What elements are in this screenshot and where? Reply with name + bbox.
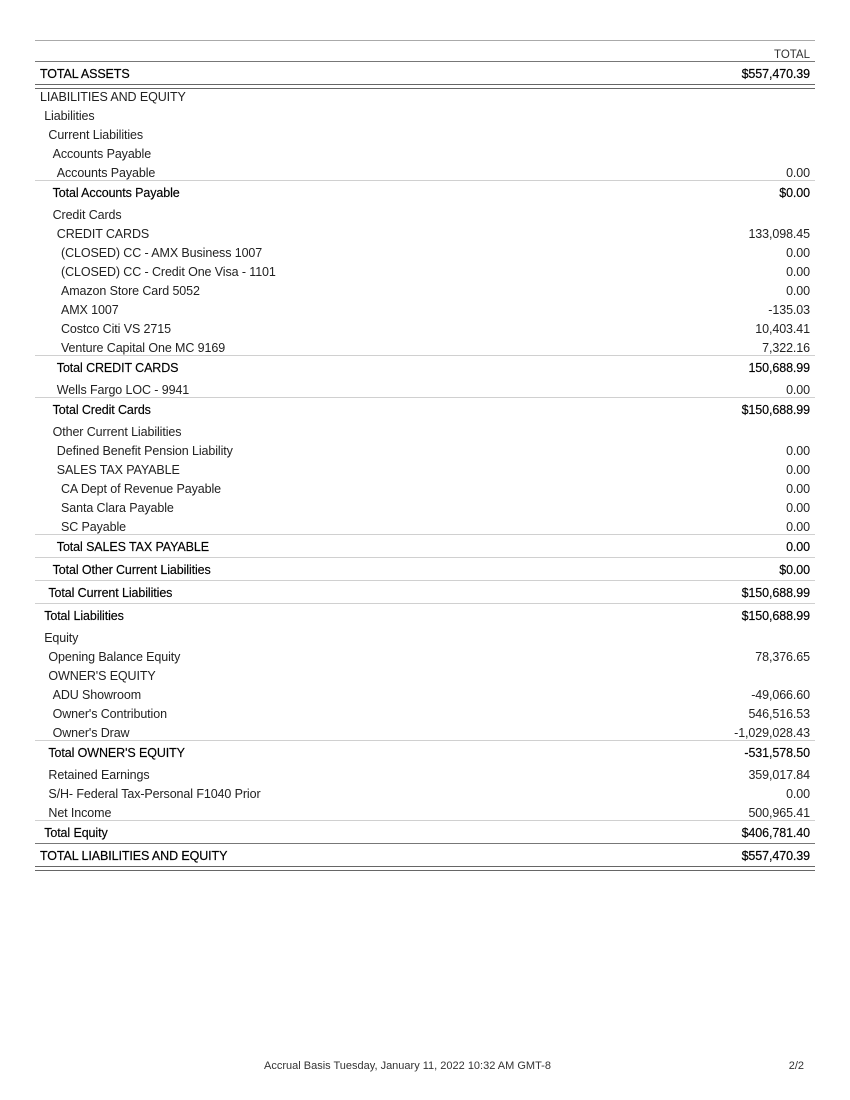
row-label: (CLOSED) CC - AMX Business 1007 [61,246,263,260]
row-label: Retained Earnings [48,768,150,782]
line-item-row [35,702,815,721]
row-label: Accounts Payable [56,166,156,180]
row-amount: 0.00 [786,444,810,458]
row-amount: 0.00 [786,520,810,534]
line-item-row [35,439,815,458]
row-label: Owner's Contribution [52,707,167,721]
row-label: LIABILITIES AND EQUITY [40,90,186,104]
line-item-row [35,664,815,683]
row-label: Total Other Current Liabilities [52,563,211,577]
line-item-row [35,626,815,645]
row-label: Total CREDIT CARDS [56,361,179,375]
row-label: Total Liabilities [44,609,124,623]
row-label: Total SALES TAX PAYABLE [56,540,209,554]
row-amount: 0.00 [786,265,810,279]
line-item-row [35,496,815,515]
row-label: SC Payable [61,520,127,534]
row-label: (CLOSED) CC - Credit One Visa - 1101 [61,265,276,279]
page-number: 2/2 [788,1060,804,1072]
line-item-row [35,763,815,782]
row-label: S/H- Federal Tax-Personal F1040 Prior [48,787,261,801]
subtotal-row [35,820,815,843]
row-amount: 0.00 [786,246,810,260]
report-rows [35,89,815,866]
line-item-row [35,515,815,534]
line-item-row [35,298,815,317]
double-rule-bottom [35,866,815,871]
column-header [35,41,815,61]
row-amount: 78,376.65 [755,650,810,664]
row-amount: 0.00 [786,540,810,554]
row-label: Wells Fargo LOC - 9941 [56,383,190,397]
row-amount: 0.00 [786,787,810,801]
row-amount: 0.00 [786,501,810,515]
row-label: Other Current Liabilities [52,425,182,439]
row-label: Defined Benefit Pension Liability [56,444,233,458]
row-label: Total Credit Cards [52,403,151,417]
subtotal-row [35,180,815,203]
row-label: Owner's Draw [52,726,130,740]
subtotal-row [35,740,815,763]
row-amount: -531,578.50 [744,746,810,760]
subtotal-row [35,355,815,378]
total-assets-label: TOTAL ASSETS [40,67,130,81]
row-label: Total Equity [44,826,108,840]
row-amount: 0.00 [786,166,810,180]
row-label: CA Dept of Revenue Payable [61,482,222,496]
row-amount: 546,516.53 [748,707,810,721]
row-label: ADU Showroom [52,688,142,702]
row-label: Total OWNER'S EQUITY [48,746,185,760]
line-item-row [35,458,815,477]
line-item-row [35,801,815,820]
row-amount: $150,688.99 [741,609,810,623]
line-item-row [35,721,815,740]
row-amount: 0.00 [786,383,810,397]
row-amount: 7,322.16 [762,341,810,355]
line-item-row [35,336,815,355]
row-label: Amazon Store Card 5052 [61,284,200,298]
subtotal-row [35,397,815,420]
line-item-row [35,142,815,161]
line-item-row [35,782,815,801]
line-item-row [35,260,815,279]
subtotal-row [35,603,815,626]
total-assets-amount: $557,470.39 [741,67,810,81]
balance-sheet [35,40,815,871]
row-label: Total Accounts Payable [52,186,180,200]
row-amount: $406,781.40 [741,826,810,840]
line-item-row [35,161,815,180]
row-amount: 0.00 [786,284,810,298]
row-label: TOTAL LIABILITIES AND EQUITY [40,849,228,863]
subtotal-row [35,557,815,580]
line-item-row [35,683,815,702]
row-amount: 133,098.45 [748,227,810,241]
line-item-row [35,241,815,260]
subtotal-row [35,534,815,557]
grand-total-row [35,843,815,866]
total-assets-row [35,61,815,84]
footer-basis-date: Accrual Basis Tuesday, January 11, 2022 10:32 AM GMT-8 [264,1060,551,1072]
row-label: OWNER'S EQUITY [48,669,156,683]
row-label: SALES TAX PAYABLE [56,463,180,477]
row-amount: 10,403.41 [755,322,810,336]
row-label: AMX 1007 [61,303,119,317]
row-amount: 0.00 [786,482,810,496]
row-amount: $150,688.99 [741,403,810,417]
line-item-row [35,104,815,123]
line-item-row [35,317,815,336]
column-header-total: TOTAL [774,49,810,61]
row-label: Accounts Payable [52,147,152,161]
row-amount: 0.00 [786,463,810,477]
line-item-row [35,203,815,222]
row-label: Costco Citi VS 2715 [61,322,171,336]
row-amount: 150,688.99 [748,361,810,375]
line-item-row [35,420,815,439]
row-amount: -135.03 [768,303,810,317]
line-item-row [35,378,815,397]
line-item-row [35,123,815,142]
line-item-row [35,222,815,241]
row-amount: $0.00 [779,563,810,577]
row-label: Total Current Liabilities [48,586,173,600]
row-amount: $0.00 [779,186,810,200]
subtotal-row [35,580,815,603]
line-item-row [35,645,815,664]
row-label: CREDIT CARDS [56,227,150,241]
row-amount: 359,017.84 [748,768,810,782]
row-label: Venture Capital One MC 9169 [61,341,226,355]
line-item-row [35,89,815,104]
line-item-row [35,279,815,298]
row-label: Santa Clara Payable [61,501,174,515]
row-label: Current Liabilities [48,128,144,142]
row-amount: $557,470.39 [741,849,810,863]
row-label: Net Income [48,806,112,820]
row-label: Credit Cards [52,208,122,222]
row-amount: -1,029,028.43 [734,726,810,740]
row-label: Opening Balance Equity [48,650,181,664]
line-item-row [35,477,815,496]
row-amount: $150,688.99 [741,586,810,600]
row-label: Liabilities [44,109,95,123]
row-amount: -49,066.60 [751,688,810,702]
row-label: Equity [44,631,79,645]
row-amount: 500,965.41 [748,806,810,820]
